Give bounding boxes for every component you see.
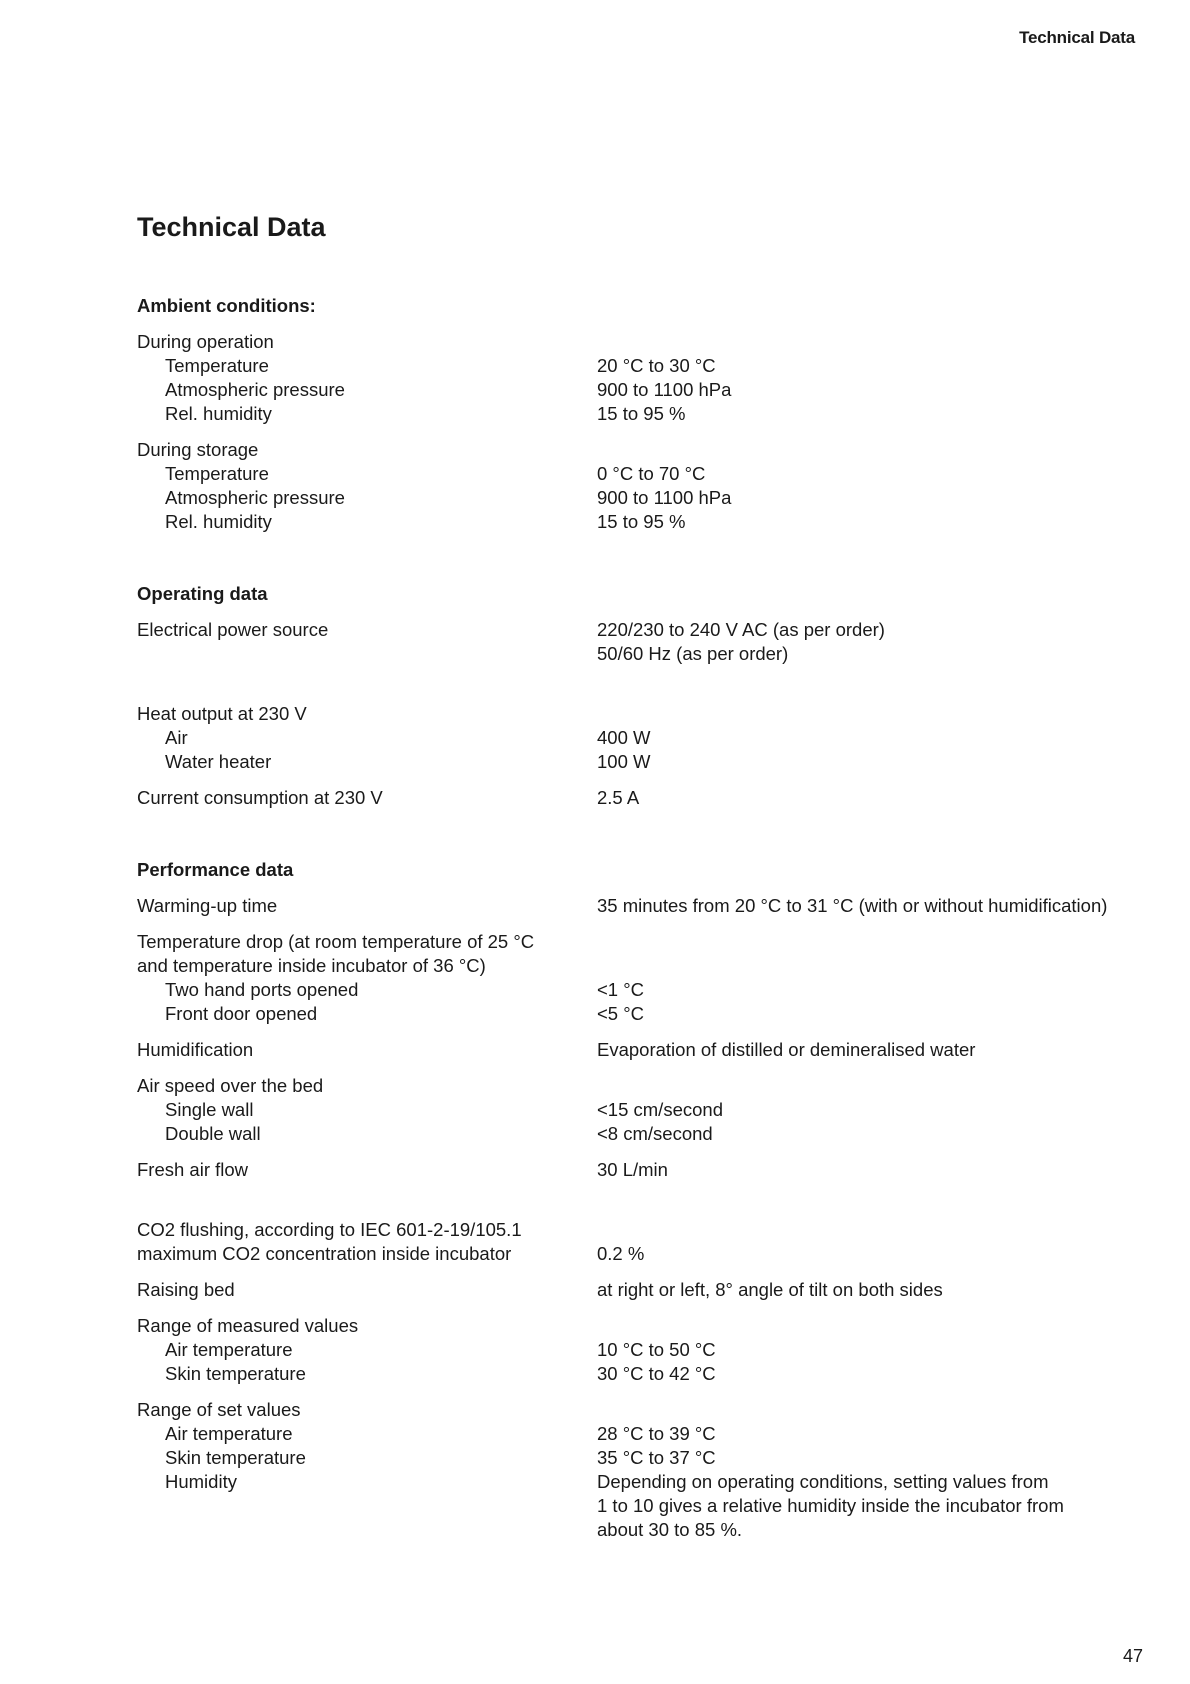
entry-label: Rel. humidity: [165, 403, 272, 424]
entry-label: Rel. humidity: [165, 511, 272, 532]
section-heading: Performance data: [137, 859, 294, 880]
temperature-drop-entry: [137, 930, 1147, 1026]
entry-label: Humidity: [165, 1471, 237, 1492]
entry-label: Warming-up time: [137, 895, 278, 916]
entry-value: 15 to 95 %: [597, 511, 686, 532]
set-values-entry: [137, 1398, 1147, 1542]
entry-value: Evaporation of distilled or demineralised water: [597, 1039, 976, 1060]
entry-label: Single wall: [165, 1099, 254, 1120]
section-heading: Ambient conditions:: [137, 295, 316, 316]
entry-value: Depending on operating conditions, setting values from: [597, 1471, 1049, 1492]
entry-label: Heat output at 230 V: [137, 703, 307, 724]
entry-value: <1 °C: [597, 979, 644, 1000]
entry-label: Air temperature: [165, 1339, 293, 1360]
page-number: 47: [1122, 1646, 1143, 1666]
heat-output-entry: [137, 702, 1147, 774]
current-consumption-entry: [137, 786, 1147, 810]
entry-value: 20 °C to 30 °C: [597, 355, 716, 376]
entry-label: Electrical power source: [137, 619, 329, 640]
entry-label: Air: [165, 727, 188, 748]
co2-entry: [137, 1218, 1147, 1266]
entry-value: 10 °C to 50 °C: [597, 1339, 716, 1360]
entry-label: Fresh air flow: [137, 1159, 249, 1180]
entry-value: <5 °C: [597, 1003, 644, 1024]
entry-label: Range of set values: [137, 1399, 301, 1420]
technical-data-content: [137, 294, 1147, 1590]
entry-label: Front door opened: [165, 1003, 318, 1024]
section-heading: Operating data: [137, 583, 268, 604]
entry-value: 35 minutes from 20 °C to 31 °C (with or without humidification): [597, 895, 1108, 916]
entry-label: Water heater: [165, 751, 272, 772]
entry-value: 900 to 1100 hPa: [597, 487, 732, 508]
power-source-entry: [137, 618, 1147, 690]
entry-value: 35 °C to 37 °C: [597, 1447, 716, 1468]
operating-data-section: [137, 582, 1147, 810]
raising-bed-entry: [137, 1278, 1147, 1302]
entry-label: Atmospheric pressure: [165, 379, 345, 400]
during-storage-entry: [137, 438, 1147, 534]
entry-label: CO2 flushing, according to IEC 601-2-19/105.1: [137, 1219, 522, 1240]
entry-value: 15 to 95 %: [597, 403, 686, 424]
entry-value: 28 °C to 39 °C: [597, 1423, 716, 1444]
running-header: Technical Data: [1019, 28, 1135, 47]
entry-label: Current consumption at 230 V: [137, 787, 383, 808]
entry-value: 30 L/min: [597, 1159, 668, 1180]
entry-value: 400 W: [597, 727, 651, 748]
entry-label: Atmospheric pressure: [165, 487, 345, 508]
entry-label: Range of measured values: [137, 1315, 359, 1336]
entry-label: Air speed over the bed: [137, 1075, 324, 1096]
entry-value: 220/230 to 240 V AC (as per order): [597, 619, 885, 640]
entry-value: 50/60 Hz (as per order): [597, 643, 789, 664]
entry-label: Skin temperature: [165, 1447, 306, 1468]
entry-value: 1 to 10 gives a relative humidity inside the incubator from: [597, 1495, 1064, 1516]
entry-label: Two hand ports opened: [165, 979, 359, 1000]
humidification-entry: [137, 1038, 1147, 1062]
entry-label: Double wall: [165, 1123, 261, 1144]
entry-label: Air temperature: [165, 1423, 293, 1444]
performance-data-section: [137, 858, 1147, 1542]
entry-value: <8 cm/second: [597, 1123, 713, 1144]
during-operation-entry: [137, 330, 1147, 426]
entry-value: 30 °C to 42 °C: [597, 1363, 716, 1384]
entry-label: During storage: [137, 439, 259, 460]
entry-value: 900 to 1100 hPa: [597, 379, 732, 400]
fresh-air-entry: [137, 1158, 1147, 1206]
ambient-conditions-section: [137, 294, 1147, 534]
entry-label: Temperature: [165, 355, 269, 376]
entry-label: Skin temperature: [165, 1363, 306, 1384]
entry-value: 100 W: [597, 751, 651, 772]
entry-label: Raising bed: [137, 1279, 235, 1300]
entry-label: Temperature: [165, 463, 269, 484]
entry-value: about 30 to 85 %.: [597, 1519, 743, 1540]
measured-values-entry: [137, 1314, 1147, 1386]
entry-value: at right or left, 8° angle of tilt on both sides: [597, 1279, 943, 1300]
entry-label: Humidification: [137, 1039, 254, 1060]
entry-value: 0.2 %: [597, 1243, 645, 1264]
entry-label: maximum CO2 concentration inside incubator: [137, 1243, 512, 1264]
entry-value: 0 °C to 70 °C: [597, 463, 706, 484]
entry-label: and temperature inside incubator of 36 °C): [137, 955, 486, 976]
air-speed-entry: [137, 1074, 1147, 1146]
page-title: Technical Data: [137, 212, 326, 242]
entry-label: During operation: [137, 331, 274, 352]
warmup-entry: [137, 894, 1147, 918]
entry-label: Temperature drop (at room temperature of 25 °C: [137, 931, 535, 952]
entry-value: 2.5 A: [597, 787, 640, 808]
entry-value: <15 cm/second: [597, 1099, 723, 1120]
